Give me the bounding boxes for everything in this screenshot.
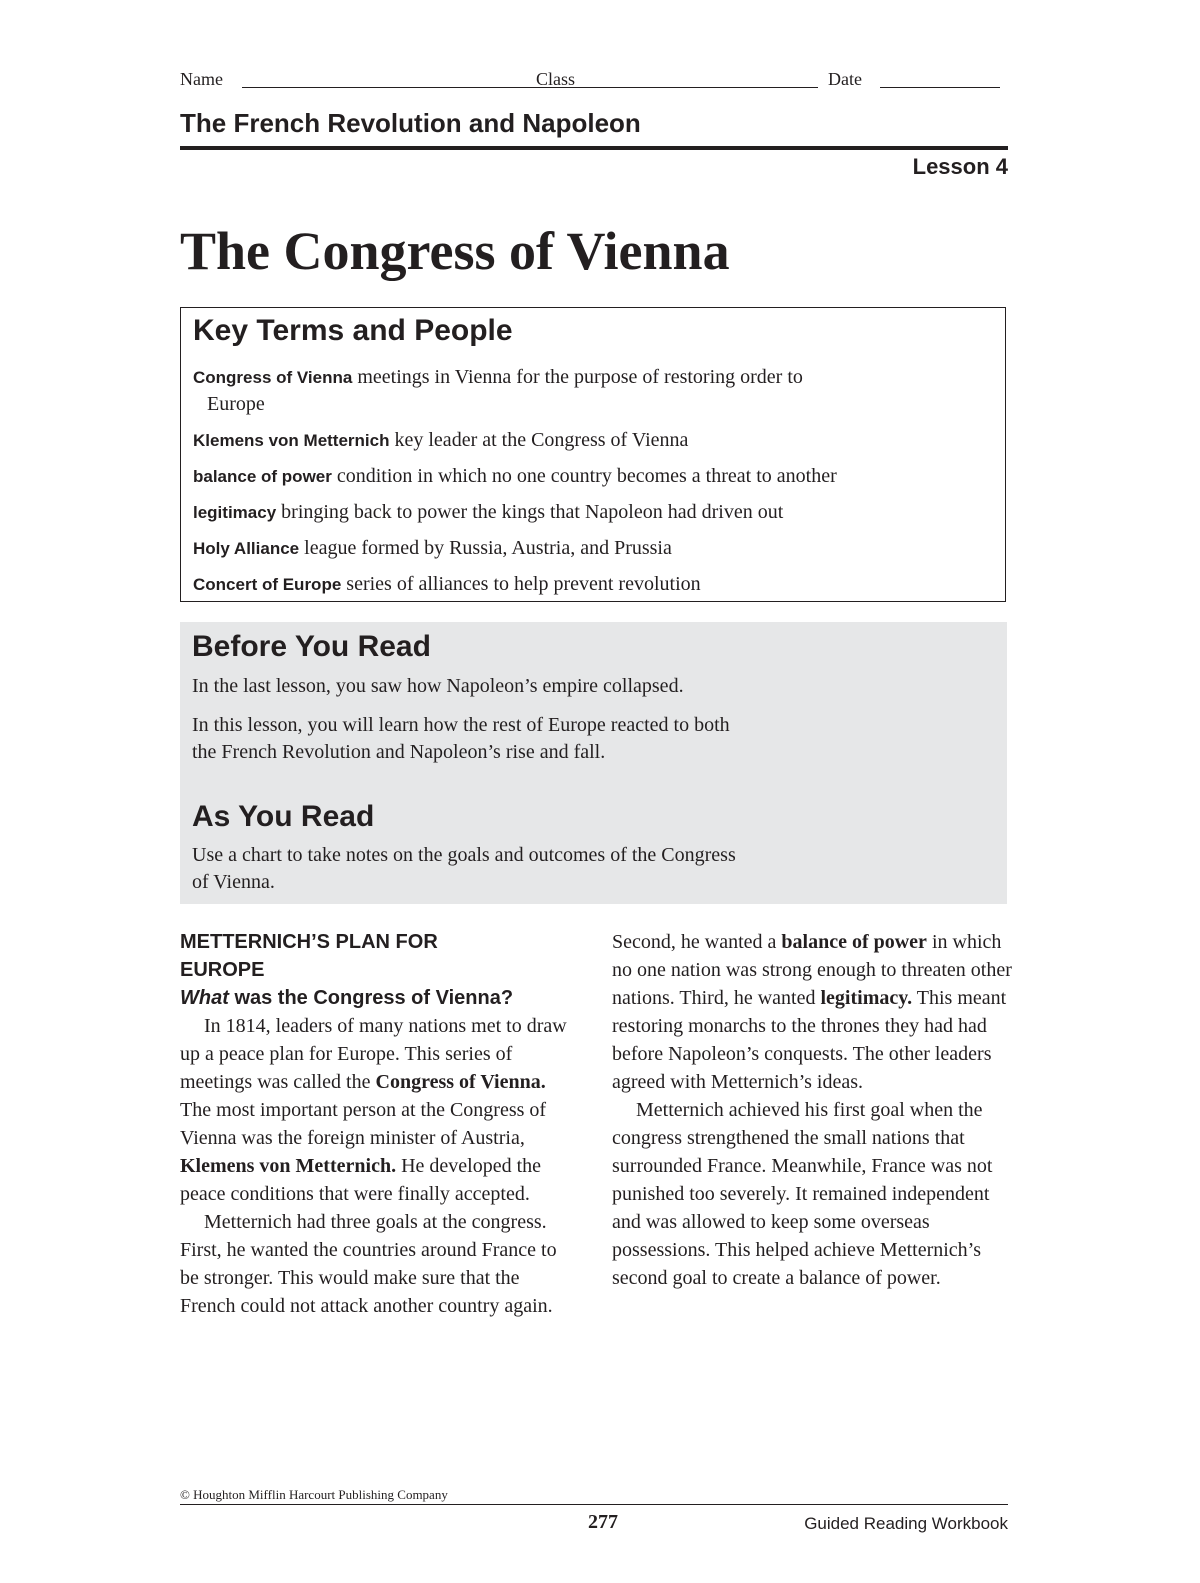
before-you-read-text-2: In this lesson, you will learn how the rest of Europe reacted to both the French Revolution and Napoleon’s rise and fall. — [192, 714, 730, 763]
before-you-read-heading: Before You Read — [192, 630, 431, 663]
term-definition: league formed by Russia, Austria, and Prussia — [304, 537, 672, 559]
key-term-item — [193, 571, 993, 598]
term-name: legitimacy — [193, 503, 277, 522]
term-definition: meetings in Vienna for the purpose of restoring order to — [357, 366, 803, 388]
date-field-line — [880, 87, 1000, 88]
workbook-title: Guided Reading Workbook — [804, 1514, 1008, 1533]
term-definition: series of alliances to help prevent revolution — [346, 573, 701, 595]
term-definition: condition in which no one country becomes a threat to another — [336, 465, 837, 487]
key-term-item — [193, 463, 993, 490]
key-terms-heading: Key Terms and People — [193, 314, 513, 347]
body-paragraph: In 1814, leaders of many nations met to draw up a peace plan for Europe. This series of meetings was called the Congress of Vienna. The most important person at the Congress of Vienna was the foreign minister of Austria, Klemens von Metternich. He developed the peace conditions that were finally accepted. — [180, 1015, 567, 1205]
footer-rule — [180, 1504, 1008, 1505]
key-term-item — [193, 364, 993, 418]
body-paragraph: Second, he wanted a balance of power in which no one nation was strong enough to threaten other nations. Third, he wanted legitimacy. This meant restoring monarchs to the thrones they had had before Napoleon’s conquests. The other leaders agreed with Metternich’s ideas. — [612, 931, 1012, 1093]
key-term-item — [193, 427, 993, 454]
section-question: What was the Congress of Vienna? — [180, 987, 514, 1009]
term-definition: bringing back to power the kings that Napoleon had driven out — [281, 501, 784, 523]
as-you-read-heading: As You Read — [192, 800, 375, 833]
term-name: Congress of Vienna — [193, 368, 353, 387]
term-name: balance of power — [193, 467, 332, 486]
unit-title: The French Revolution and Napoleon — [180, 108, 641, 138]
term-name: Concert of Europe — [193, 575, 342, 594]
page-number: 277 — [588, 1511, 618, 1533]
term-definition: key leader at the Congress of Vienna — [394, 429, 689, 451]
term-definition-cont: Europe — [207, 393, 265, 415]
as-you-read-text: Use a chart to take notes on the goals and outcomes of the Congress of Vienna. — [192, 844, 736, 893]
key-terms-box — [180, 307, 1006, 602]
class-label: Class — [536, 69, 576, 89]
reading-guide-box — [180, 622, 1007, 904]
key-term-item — [193, 499, 993, 526]
key-term-item — [193, 535, 993, 562]
before-you-read-text: In the last lesson, you saw how Napoleon’s empire collapsed. — [192, 675, 684, 697]
left-column — [180, 928, 580, 1320]
lesson-label: Lesson 4 — [912, 154, 1008, 179]
body-paragraph: Metternich achieved his first goal when the congress strengthened the small nations that surrounded France. Meanwhile, France was not punished too severely. It remained independent and was allowed to keep some overseas possessions. This helped achieve Metternich’s second goal to create a balance of power. — [612, 1099, 993, 1289]
section-heading: METTERNICH’S PLAN FOR EUROPE — [180, 931, 438, 981]
copyright-notice: © Houghton Mifflin Harcourt Publishing Company — [180, 1487, 448, 1502]
student-info-row — [180, 66, 1008, 92]
term-name: Holy Alliance — [193, 539, 300, 558]
right-column — [612, 928, 1012, 1292]
date-label: Date — [828, 69, 862, 89]
term-name: Klemens von Metternich — [193, 431, 390, 450]
name-label: Name — [180, 69, 223, 89]
page-title: The Congress of Vienna — [180, 221, 730, 281]
body-paragraph: Metternich had three goals at the congress. First, he wanted the countries around France to be stronger. This would make sure that the French could not attack another country again. — [180, 1211, 557, 1317]
header-rule — [180, 146, 1008, 150]
class-field-line — [592, 87, 818, 88]
